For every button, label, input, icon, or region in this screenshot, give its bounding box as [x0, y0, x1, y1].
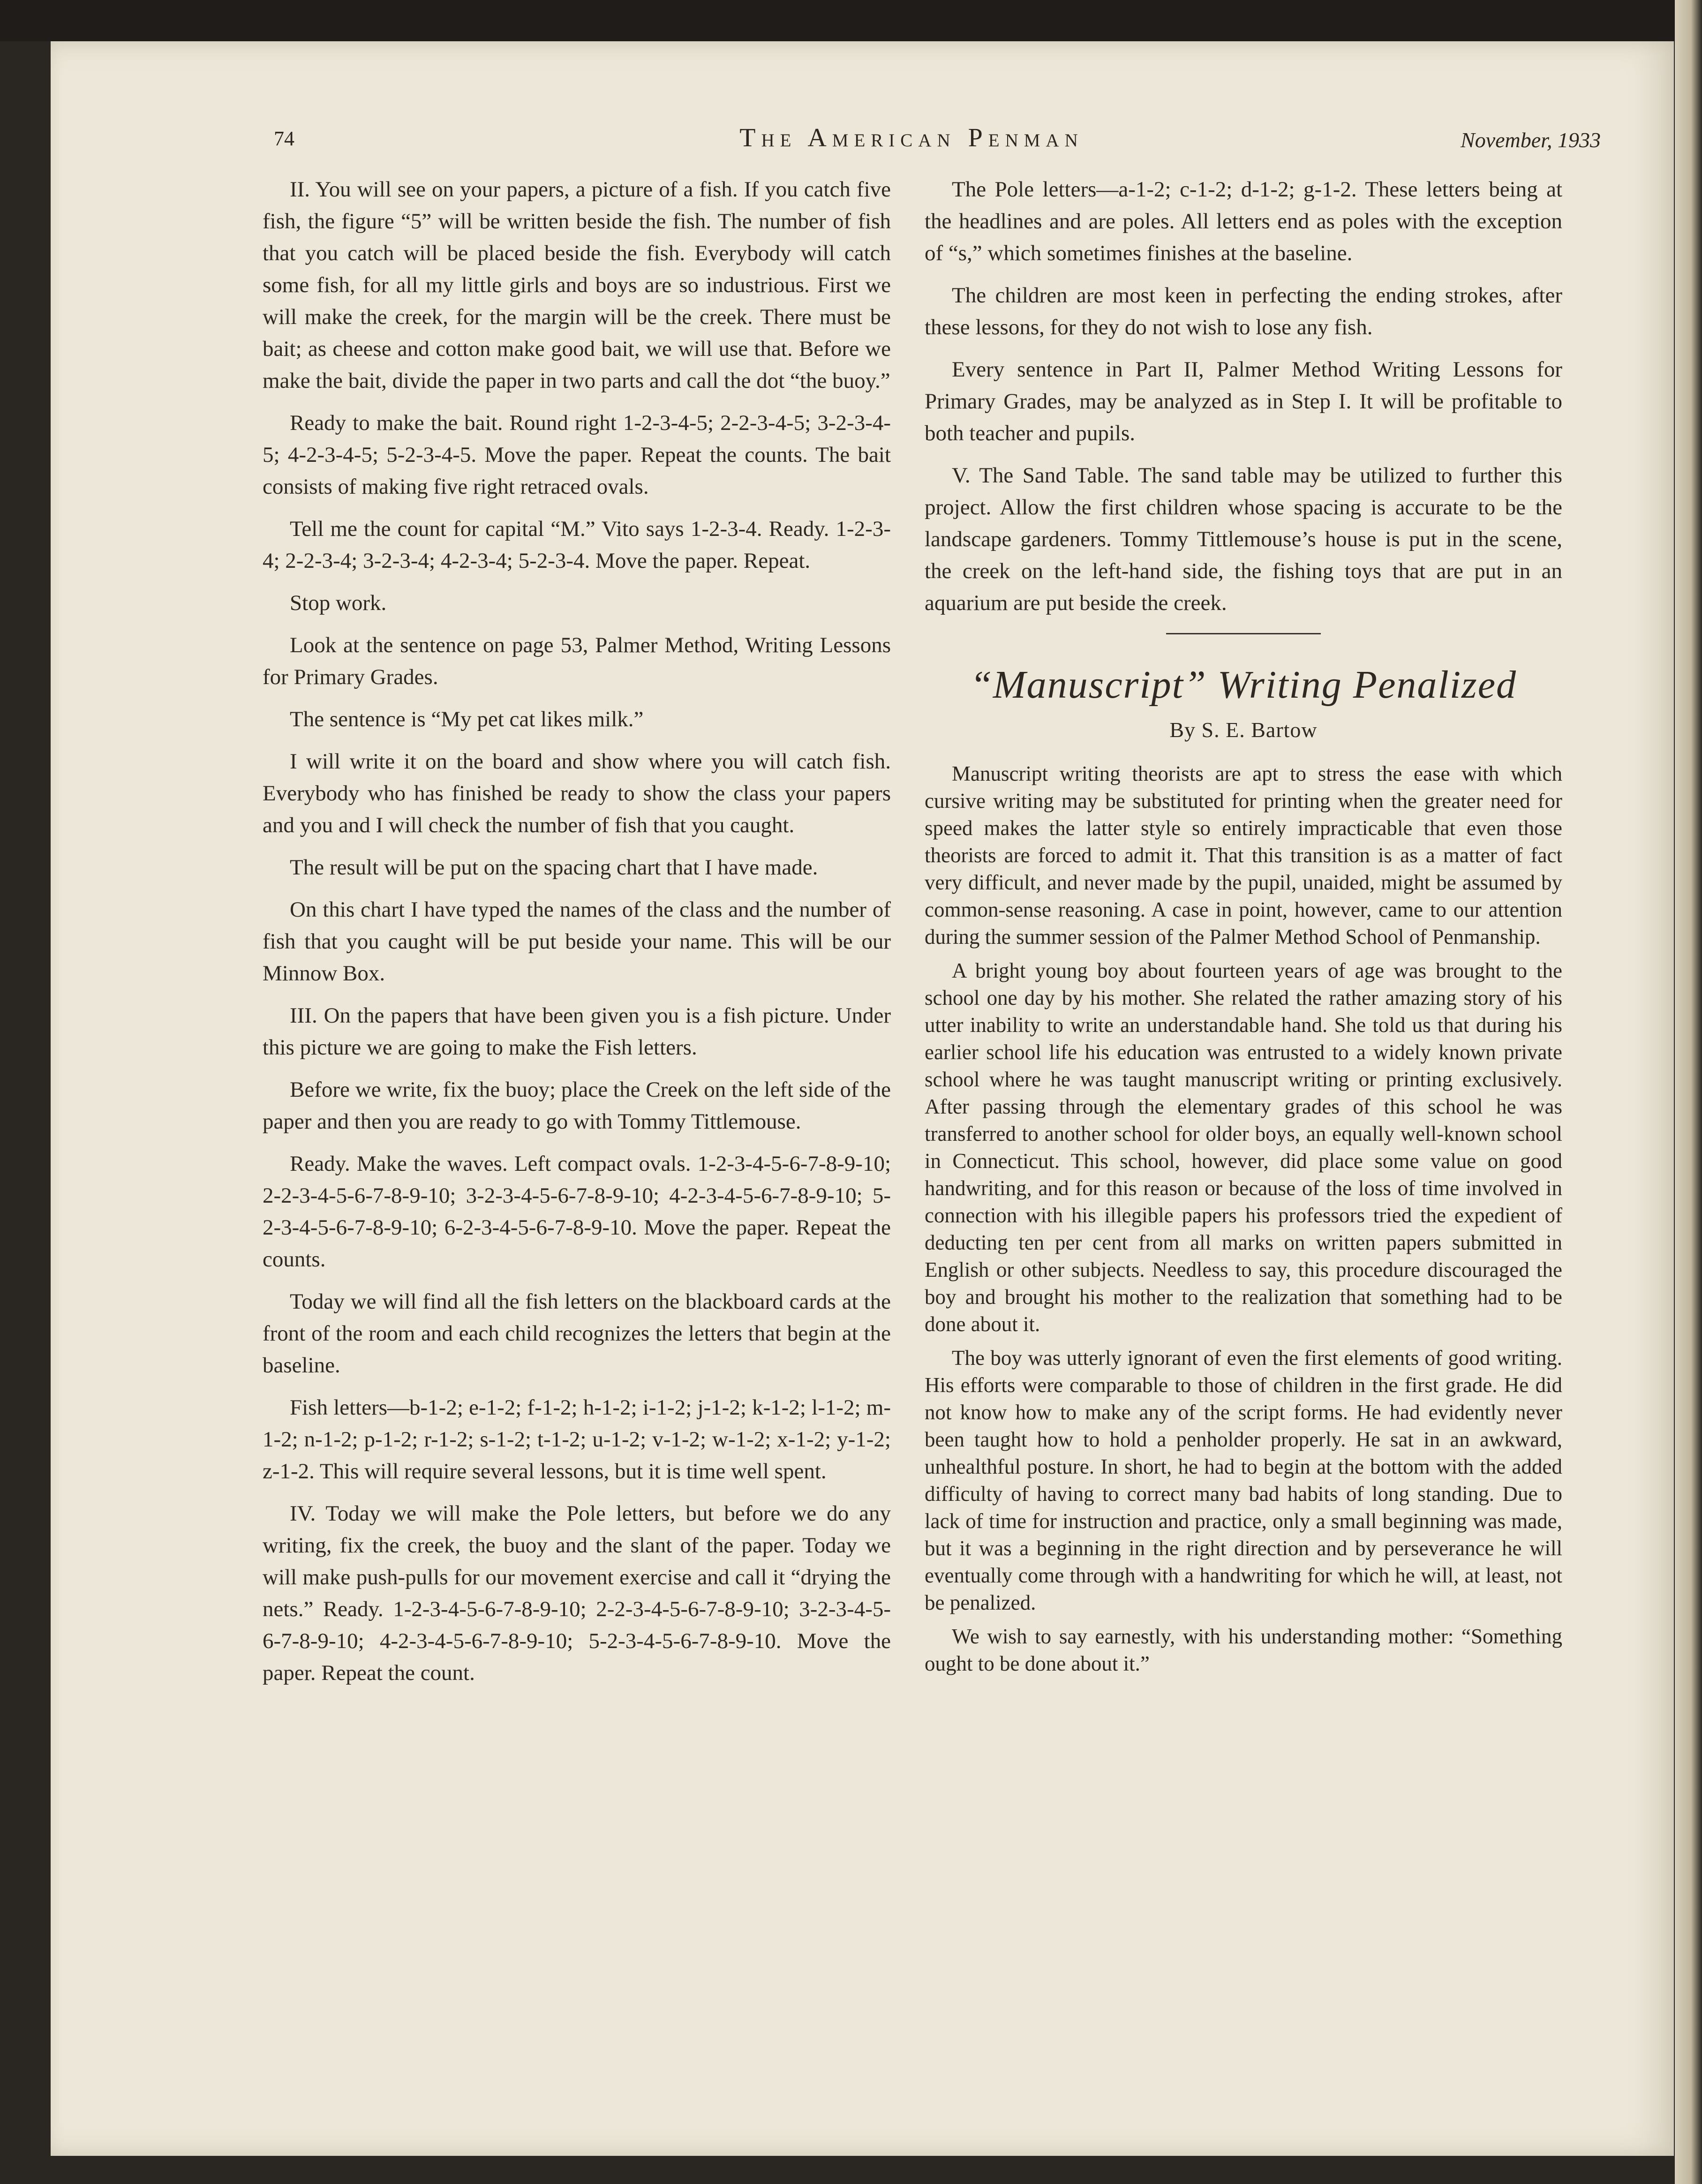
article-byline: By S. E. Bartow: [1169, 718, 1318, 742]
page-edge: [1675, 0, 1702, 2184]
paragraph: On this chart I have typed the names of the class and the number of fish that you caught will be put beside your name. This will be our Minnow Box.: [263, 897, 891, 986]
right-column: [925, 173, 1562, 1684]
paragraph: Manuscript writing theorists are apt to stress the ease with which cursive writing may be substituted for printing when the greater need for speed makes the latter style so entirely impracticable that even those theorists are forced to admit it. That this transition is as a matter of fact very difficult, and never made by the pupil, unaided, might be assumed by common-sense reasoning. A case in point, however, came to our attention during the summer session of the Palmer Method School of Penmanship.: [925, 762, 1562, 949]
paragraph: Ready. Make the waves. Left compact ovals. 1-2-3-4-5-6-7-8-9-10; 2-2-3-4-5-6-7-8-9-10; 3-2-3-4-5-6-7-8-9-10; 4-2-3-4-5-6-7-8-9-10; 5-2-3-4-5-6-7-8-9-10; 6-2-3-4-5-6-7-8-9-10. Move the paper. Repeat the counts.: [263, 1152, 891, 1272]
article-title: “Manuscript” Writing Penalized: [970, 663, 1517, 707]
paragraph: The children are most keen in perfecting the ending strokes, after these lessons, for they do not wish to lose any fish.: [925, 283, 1562, 339]
paragraph: II. You will see on your papers, a picture of a fish. If you catch five fish, the figure “5” will be written beside the fish. The number of fish that you catch will be placed beside the fish. Everybody will catch some fish, for all my little girls and boys are so industrious. First we will make the creek, for the margin will be the creek. There must be bait; as cheese and cotton make good bait, we will use that. Before we make the bait, divide the paper in two parts and call the dot “the buoy.”: [263, 177, 891, 393]
paragraph: The Pole letters—a-1-2; c-1-2; d-1-2; g-1-2. These letters being at the headlines and are poles. All letters end as poles with the exception of “s,” which sometimes finishes at the baseline.: [925, 177, 1562, 265]
paragraph: The result will be put on the spacing chart that I have made.: [290, 855, 818, 880]
paragraph: Tell me the count for capital “M.” Vito says 1-2-3-4. Ready. 1-2-3-4; 2-2-3-4; 3-2-3-4; 4-2-3-4; 5-2-3-4. Move the paper. Repeat.: [263, 517, 891, 573]
issue-date: November, 1933: [1461, 128, 1601, 152]
paragraph: Today we will find all the fish letters on the blackboard cards at the front of the room and each child recognizes the letters that begin at the baseline.: [263, 1289, 891, 1378]
scan-background-top: [0, 0, 1702, 41]
paragraph: Every sentence in Part II, Palmer Method Writing Lessons for Primary Grades, may be analyzed as in Step I. It will be profitable to both teacher and pupils.: [925, 357, 1562, 445]
paragraph: A bright young boy about fourteen years of age was brought to the school one day by his mother. She related the rather amazing story of his utter inability to write an understandable hand. She told us that during his earlier school life his education was entrusted to a widely known private school where he was taught manuscript writing or printing exclusively. After passing through the elementary grades of this school he was transferred to another school for older boys, an equally well-known school in Connecticut. This school, however, did place some value on good handwriting, and for this reason or because of the loss of time involved in connection with his illegible papers his professors tried the expedient of deducting ten per cent from all marks on written papers submitted in English or other subjects. Needless to say, this procedure discouraged the boy and brought his mother to the realization that something had to be done about it.: [925, 959, 1562, 1336]
page-number: 74: [274, 127, 294, 150]
left-column: [263, 173, 891, 1699]
paragraph: Fish letters—b-1-2; e-1-2; f-1-2; h-1-2; i-1-2; j-1-2; k-1-2; l-1-2; m-1-2; n-1-2; p-1-2; r-1-2; s-1-2; t-1-2; u-1-2; v-1-2; w-1-2; x-1-2; y-1-2; z-1-2. This will require several lessons, but it is time well spent.: [263, 1395, 891, 1484]
paragraph: III. On the papers that have been given you is a fish picture. Under this picture we are going to make the Fish letters.: [263, 1003, 891, 1060]
paragraph: The boy was utterly ignorant of even the first elements of good writing. His efforts were comparable to those of children in the first grade. He did not know how to make any of the script forms. He had evidently never been taught how to hold a penholder properly. He sat in an awkward, unhealthful posture. In short, he had to begin at the bottom with the added difficulty of having to correct many bad habits of long standing. Due to lack of time for instruction and practice, only a small beginning was made, but it was a beginning in the right direction and by perseverance he will eventually come through with a handwriting for which he will, at least, not be penalized.: [925, 1346, 1562, 1614]
article: [925, 663, 1562, 1677]
paragraph: IV. Today we will make the Pole letters, but before we do any writing, fix the creek, the buoy and the slant of the paper. Today we will make push-pulls for our movement exercise and call it “drying the nets.” Ready. 1-2-3-4-5-6-7-8-9-10; 2-2-3-4-5-6-7-8-9-10; 3-2-3-4-5-6-7-8-9-10; 4-2-3-4-5-6-7-8-9-10; 5-2-3-4-5-6-7-8-9-10. Move the paper. Repeat the count.: [263, 1501, 891, 1685]
running-header: [222, 117, 1601, 155]
paragraph: Before we write, fix the buoy; place the Creek on the left side of the paper and then you are ready to go with Tommy Tittlemouse.: [263, 1077, 891, 1134]
paragraph: Ready to make the bait. Round right 1-2-3-4-5; 2-2-3-4-5; 3-2-3-4-5; 4-2-3-4-5; 5-2-3-4-5. Move the paper. Repeat the counts. The bait consists of making five right retraced ovals.: [263, 411, 891, 499]
journal-title: The American Penman: [739, 123, 1084, 152]
paragraph: Stop work.: [290, 591, 387, 615]
paragraph: Look at the sentence on page 53, Palmer Method, Writing Lessons for Primary Grades.: [263, 633, 891, 689]
paragraph: I will write it on the board and show where you will catch fish. Everybody who has finished be ready to show the class your papers and you and I will check the number of fish that you caught.: [263, 749, 891, 837]
paragraph: The sentence is “My pet cat likes milk.”: [290, 707, 644, 731]
section-divider: [1166, 633, 1321, 634]
paragraph: V. The Sand Table. The sand table may be utilized to further this project. Allow the first children whose spacing is accurate to be the landscape gardeners. Tommy Tittlemouse’s house is put in the scene, the creek on the left-hand side, the fishing toys that are put in an aquarium are put beside the creek.: [925, 463, 1562, 615]
paragraph: We wish to say earnestly, with his understanding mother: “Something ought to be done about it.”: [925, 1625, 1562, 1675]
